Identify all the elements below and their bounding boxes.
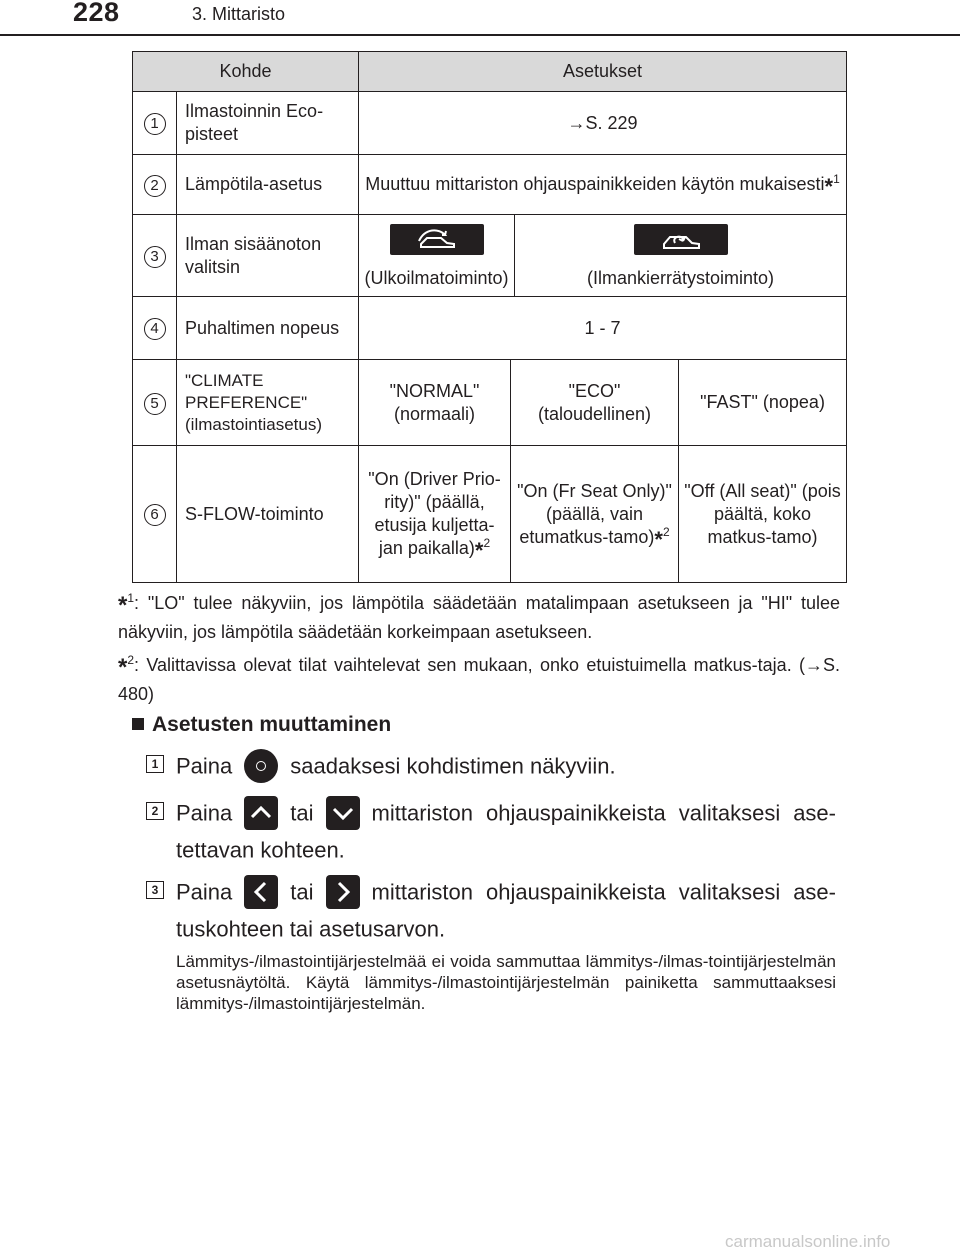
note-text: Lämmitys-/ilmastointijärjestelmää ei voida sammuttaa lämmitys-/ilmas-tointijärjestelmän asetusnäytöltä. Käytä lämmitys-/ilmastointijärjestelmän painiketta sammuttaaksesi lämmitys-/ilmastointijärjestelmän. (176, 952, 836, 1013)
step-2: 2 Paina tai mittariston ohjauspainikkeista valitaksesi ase-tettavan kohteen. (146, 794, 836, 867)
row-number: 6 (144, 504, 166, 526)
row-item: Puhaltimen nopeus (177, 297, 359, 360)
header-rule (0, 34, 960, 36)
chapter-title: 3. Mittaristo (192, 4, 286, 24)
footnote-ref: 2 (662, 524, 670, 539)
page-number: 228 (73, 0, 120, 27)
row-number: 3 (144, 246, 166, 268)
up-button-icon (244, 796, 278, 830)
step-3: 3 Paina tai mittariston ohjauspainikkeista valitaksesi ase-tuskohteen tai asetusarvon. (146, 873, 836, 946)
row-number: 2 (144, 175, 166, 197)
left-button-icon (244, 875, 278, 909)
watermark: carmanualsonline.info (725, 1232, 891, 1251)
table-row (133, 297, 847, 360)
row-setting: Muuttuu mittariston ohjauspainikkeiden käytön mukaisesti*$^1$ (359, 155, 847, 215)
table-row (133, 215, 847, 297)
footnote-1: *$^1$: "LO" tulee näkyviin, jos lämpötila säädetään matalimpaan asetukseen ja "HI" tulee näkyviin, jos lämpötila säädetään korkeimpaan asetukseen. (118, 591, 840, 642)
row-setting: "FAST" (nopea) (679, 360, 847, 446)
row-number: 1 (144, 113, 166, 135)
row-setting: →S. 229 (359, 92, 847, 155)
row-item: Lämpötila-asetus (177, 155, 359, 215)
ok-button-icon (244, 749, 278, 783)
recirculation-icon (634, 224, 728, 255)
table-row (133, 92, 847, 155)
row-number: 5 (144, 393, 166, 415)
table-header-row (133, 52, 847, 92)
step-1: 1 Paina saadaksesi kohdistimen näkyviin. (146, 747, 836, 784)
step-number: 3 (146, 881, 164, 899)
row-item: "CLIMATE PREFERENCE" (ilmastointiasetus) (177, 360, 359, 446)
row-setting: "ECO" (taloudellinen) (511, 360, 679, 446)
footnote-2: *$^2$: Valittavissa olevat tilat vaihtelevat sen mukaan, onko etuistuimella matkus-taja. (→S. 480) (118, 653, 840, 704)
table-row (133, 155, 847, 215)
outside-air-icon (390, 224, 484, 255)
row-item: S-FLOW-toiminto (177, 446, 359, 583)
step-number: 2 (146, 802, 164, 820)
section-title: Asetusten muuttaminen (132, 713, 391, 737)
row-item: Ilman sisäänoton valitsin (177, 215, 359, 297)
settings-table (132, 51, 847, 583)
column-header-settings: Asetukset (359, 52, 847, 92)
table-row (133, 446, 847, 583)
table-row (133, 360, 847, 446)
footnote-ref: 2 (483, 536, 491, 550)
row-setting: "Off (All seat)" (pois päältä, koko matkus-tamo) (679, 446, 847, 583)
row-number: 4 (144, 318, 166, 340)
bullet-square-icon (132, 718, 144, 730)
row-item: Ilmastoinnin Eco-pisteet (177, 92, 359, 155)
footnote-ref: 1 (833, 172, 840, 186)
row-setting: "NORMAL" (normaali) (359, 360, 511, 446)
row-setting: "On (Fr Seat Only)" (päällä, vain etumatkus-tamo)*$^2$ (511, 446, 679, 583)
page-header (0, 0, 960, 40)
row-setting: "On (Driver Prio-rity)" (päällä, etusija kuljetta-jan paikalla)*$^2$ (359, 446, 511, 583)
row-setting: 1 - 7 (359, 297, 847, 360)
column-header-item: Kohde (133, 52, 359, 92)
row-setting: (Ulkoilmatoiminto) (359, 215, 515, 297)
row-setting: (Ilmankierrätystoiminto) (515, 215, 847, 297)
step-number: 1 (146, 755, 164, 773)
down-button-icon (326, 796, 360, 830)
right-button-icon (326, 875, 360, 909)
